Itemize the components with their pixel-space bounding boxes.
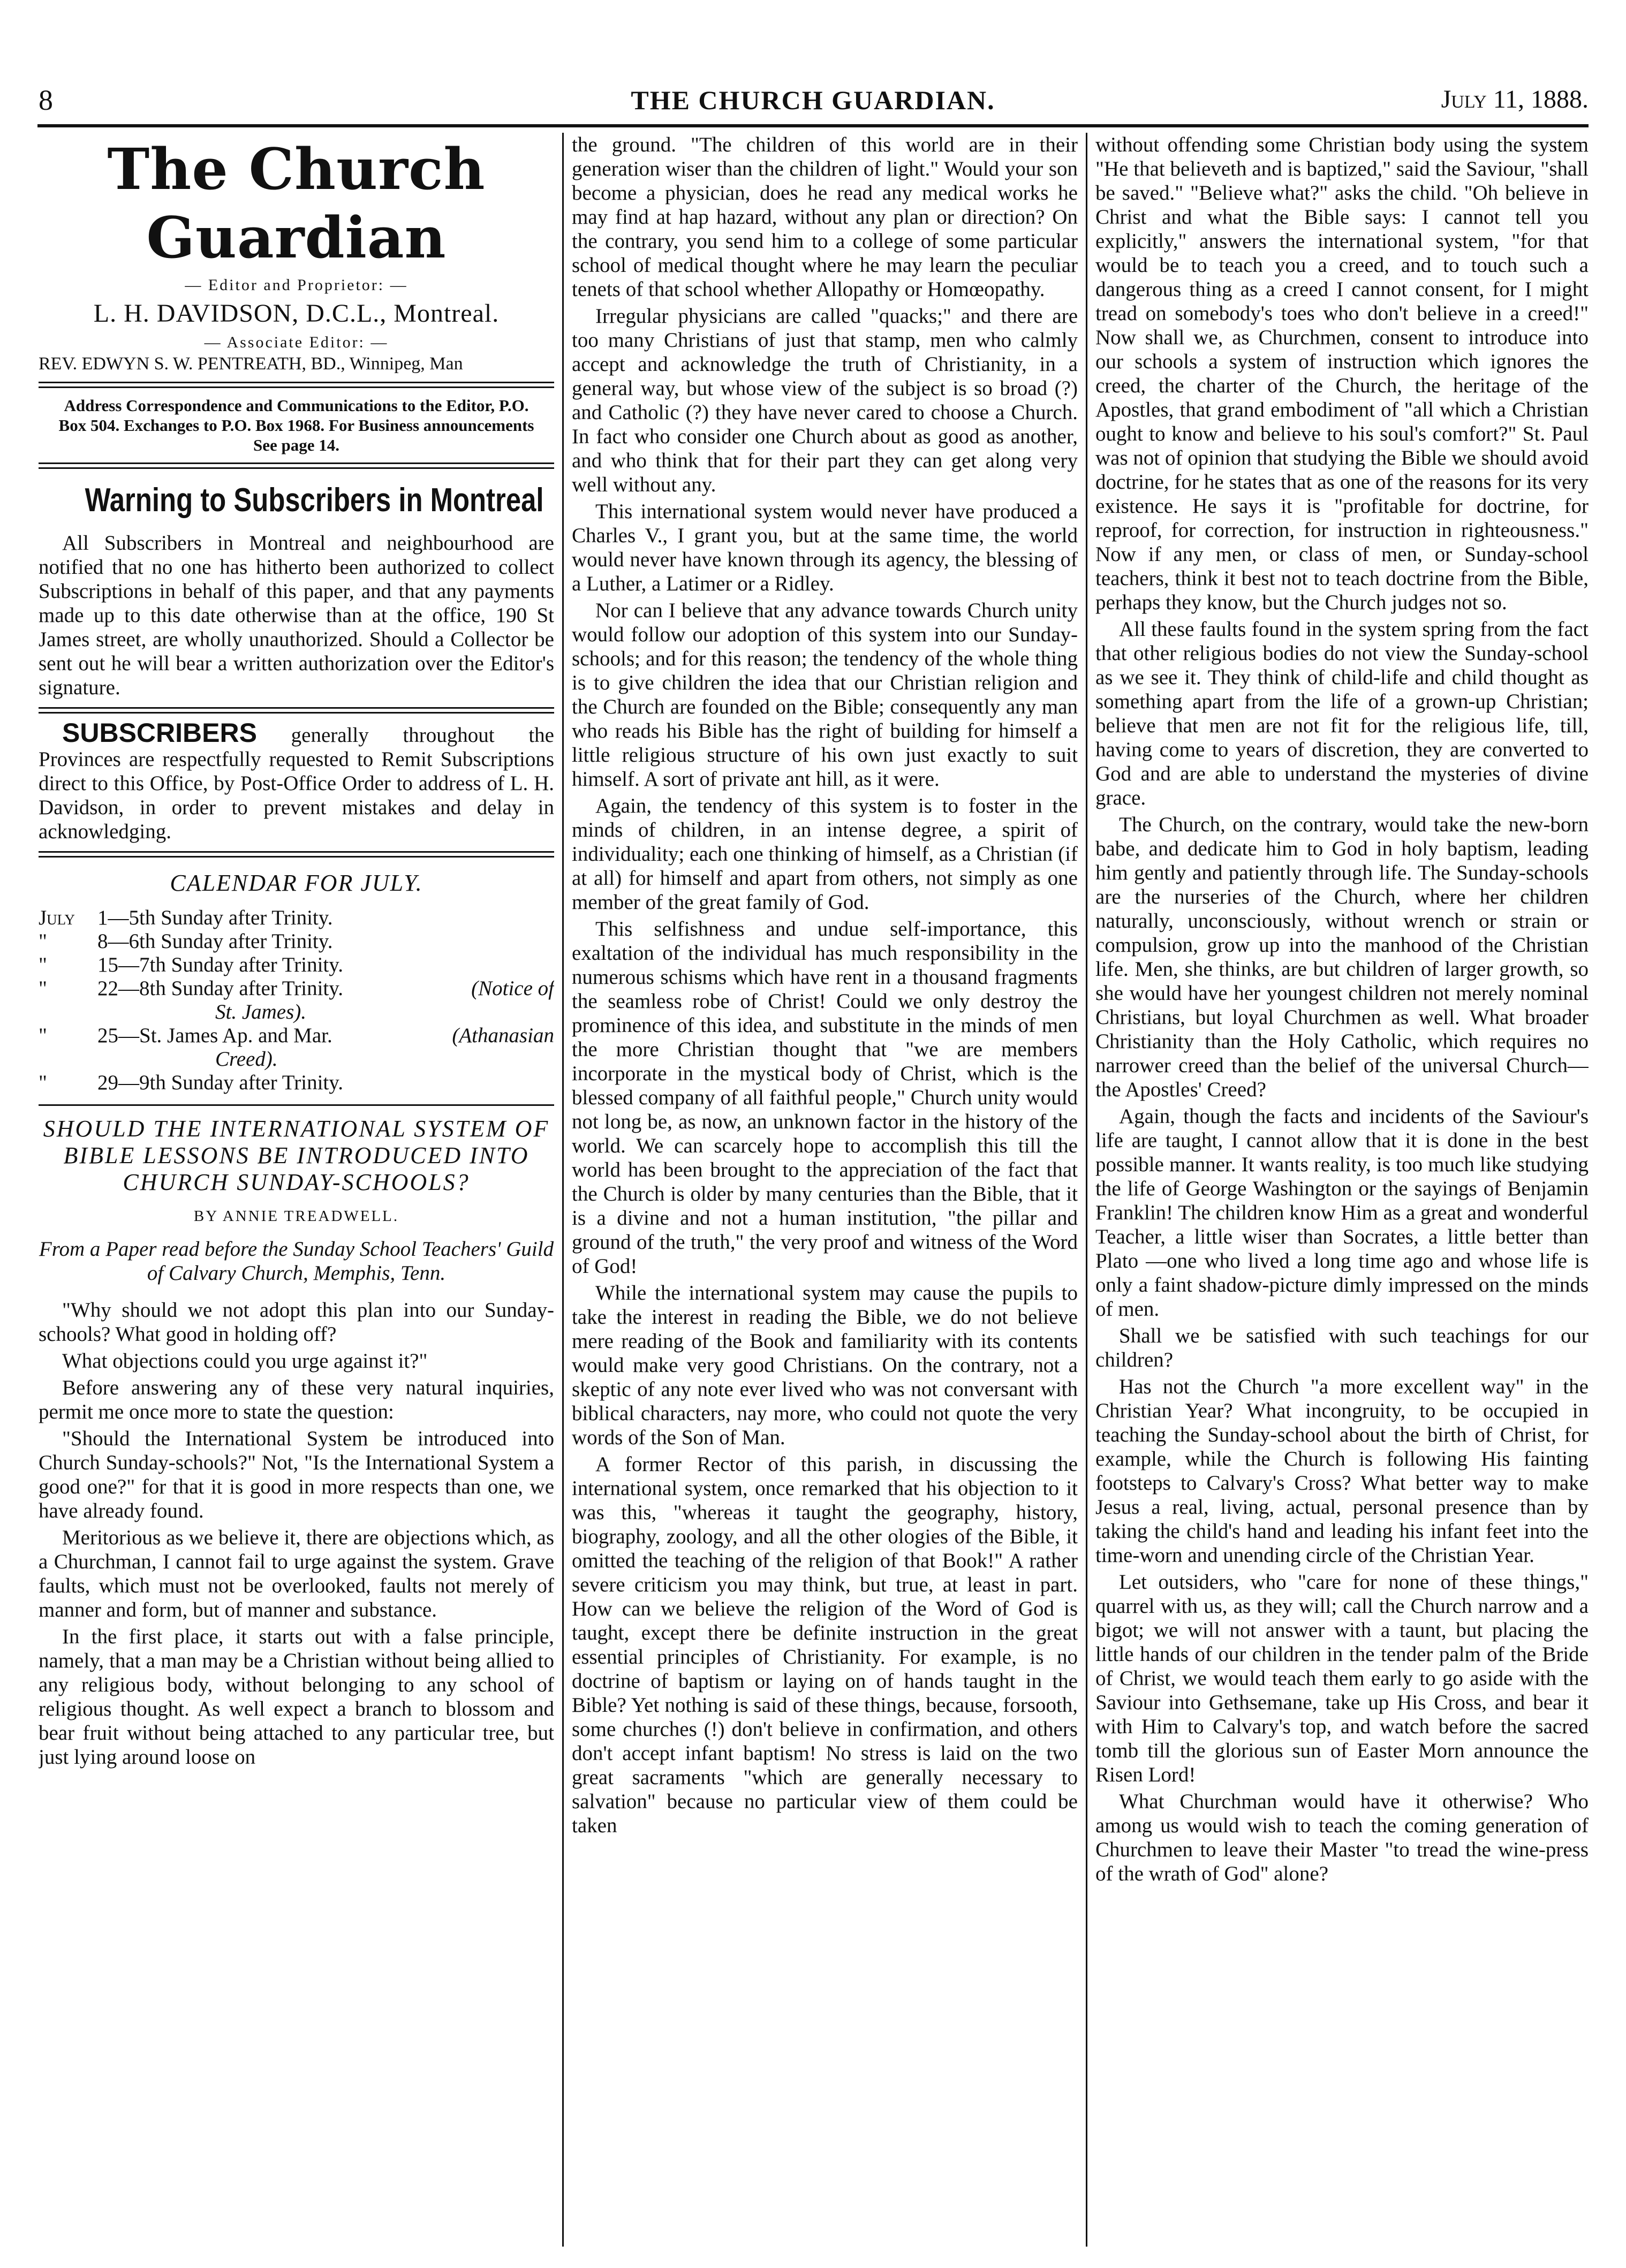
article-paragraph: without offending some Christian body using the system "He that believeth and is baptized," said the Saviour, "shall be saved." "Believe what?" asks the child. "Oh believe in Christ and what the Bible says: I cannot tell you explicitly," answers the international system, "for that would be to teach you a creed, and to touch such a dangerous thing as a creed I cannot consent, for I might tread on somebody's toes who don't believe in a creed!" Now shall we, as Churchmen, consent to introduce into our schools a system of instruction which ignores the creed, the charter of the Church, the heritage of the Apostles, that grand embodiment of "all which a Christian ought to know and believe to his soul's comfort?" St. Paul was not of opinion that studying the Bible we should avoid doctrine, for he states that as one of the reasons for its very existence. He says it is "profitable for doctrine, for reproof, for correction, for instruction in righteousness." Now if any men, or class of men, or Sunday-school teachers, think it best not to teach doctrine from the Bible, perhaps they know, but the Church judges not so. (1095, 133, 1589, 614)
article-paragraph: Before answering any of these very natural inquiries, permit me once more to state the question: (39, 1376, 554, 1423)
calendar-row (39, 906, 554, 930)
calendar-row (39, 1071, 554, 1095)
article-paragraph: the ground. "The children of this world are in their generation wiser than the children of light." Would your son become a physician, does he read any medical works he may find at hap hazard, without any plan or direction? On the contrary, you send him to a college of some particular school of medical thought where he may learn the peculiar tenets of that school whether Allopathy or Homœopathy. (572, 133, 1078, 301)
page-number: 8 (39, 84, 53, 116)
column-1 (39, 133, 554, 2247)
calendar-entry: 8—6th Sunday after Trinity. (97, 930, 333, 953)
issue-date: July 11, 1888. (1441, 85, 1589, 113)
editor-name: L. H. DAVIDSON, D.C.L., Montreal. (93, 299, 500, 328)
article-byline: BY ANNIE TREADWELL. (193, 1208, 399, 1225)
warning-heading: Warning to Subscribers in Montreal (85, 482, 544, 519)
calendar-entry: 1—5th Sunday after Trinity. (97, 906, 333, 929)
article-paragraph: All these faults found in the system spring from the fact that other religious bodies do not view the Sunday-school as we see it. They think of child-life and child thought as something apart from the life of a grown-up Christian; believe that men are not fit for the religious life, till, having come to years of discretion, they are converted to God and are able to understand the mysteries of divine grace. (1095, 618, 1589, 809)
article-paragraph: Shall we be satisfied with such teachings for our children? (1095, 1324, 1589, 1371)
calendar-entry: 22—8th Sunday after Trinity. (97, 977, 343, 1000)
calendar-entry: 15—7th Sunday after Trinity. (97, 953, 343, 976)
article-source-note: From a Paper read before the Sunday School Teachers' Guild of Calvary Church, Memphis, Tenn. (39, 1238, 554, 1285)
calendar-list (39, 906, 554, 1095)
column-3 (1095, 133, 1589, 2247)
subscribers-lead: SUBSCRIBERS (62, 718, 257, 748)
article-paragraph: "Why should we not adopt this plan into our Sunday-schools? What good in holding off? (39, 1299, 554, 1346)
divider (39, 1104, 554, 1106)
address-notice: Address Correspondence and Communications to the Editor, P.O. Box 504. Exchanges to P.O. Box 1968. For Business announcements See page 14. (58, 396, 534, 454)
divider (39, 851, 554, 858)
calendar-title: CALENDAR FOR JULY. (170, 870, 423, 896)
divider (39, 707, 554, 714)
calendar-note: (Athanasian (452, 1024, 554, 1047)
article-title: SHOULD THE INTERNATIONAL SYSTEM OF BIBLE LESSONS BE INTRODUCED INTO CHURCH SUNDAY-SCHOOLS? (43, 1116, 550, 1195)
calendar-note: (Notice of (471, 977, 554, 1000)
calendar-month: " (39, 1024, 47, 1047)
article-paragraph: A former Rector of this parish, in discussing the international system, once remarked that his objection to it was this, "whereas it taught the geography, history, biography, zoology, and all the other ologies of the Bible, it omitted the teaching of the religion of that Book!" A rather severe criticism you may think, but true, at least in part. How can we believe the religion of the Word of God is taught, except there be definite instruction in the great essential principles of Christianity. For example, is no doctrine of baptism or laying on of hands taught in the Bible? Yet nothing is said of these things, because, forsooth, some churches (!) don't believe in confirmation, and others don't accept infant baptism! No stress is laid on the two great sacraments "which are generally necessary to salvation" because no particular view of them could be taken (572, 1453, 1078, 1837)
article-paragraph: Irregular physicians are called "quacks;" and there are too many Christians of just that stamp, men who calmly accept and acknowledge the truth of Christianity, in a general way, but whose view of the subject is so broad (?) and Catholic (?) they have never cared to choose a Church. In fact who consider one Church about as good as another, and who think that for their part they can get along very well without any. (572, 305, 1078, 496)
article-paragraph: What Churchman would have it otherwise? Who among us would wish to teach the coming generation of Churchmen to leave their Master "to tread the wine-press of the wrath of God" alone? (1095, 1790, 1589, 1885)
article-paragraph: This international system would never have produced a Charles V., I grant you, but at the same time, the world would never have known through its agency, the blessing of a Luther, a Latimer or a Ridley. (572, 500, 1078, 595)
calendar-note-cont: Creed). (215, 1048, 278, 1071)
calendar-row (39, 1024, 554, 1048)
calendar-month: " (39, 953, 47, 976)
calendar-month: July (39, 906, 75, 929)
calendar-month: " (39, 1071, 47, 1094)
editor-label: — Editor and Proprietor: — (185, 276, 408, 294)
divider (39, 462, 554, 469)
article-paragraph: What objections could you urge against it?" (62, 1349, 428, 1372)
article-paragraph: Nor can I believe that any advance towards Church unity would follow our adoption of this system into our Sunday-schools; and for this reason; the tendency of the whole thing is to give children the idea that our Christian religion and the Church are founded on the Bible; consequently any man who reads his Bible has the right of building for himself a little religious structure of his own just exactly to suit himself. A sort of private ant hill, as it were. (572, 599, 1078, 791)
warning-text: All Subscribers in Montreal and neighbourhood are notified that no one has hitherto been authorized to collect Subscriptions in behalf of this paper, and that any payments made up to this date otherwise than at the office, 190 St James street, are wholly unauthorized. Should a Collector be sent out he will bear a written authorization over the Editor's signature. (39, 532, 554, 699)
article-paragraph: Has not the Church "a more excellent way" in the Christian Year? What incongruity, to be occupied in teaching the Sunday-school about the birth of Christ, for example, while the Church is following His fainting footsteps to Calvary's Cross? What better way to make Jesus a real, living, actual, personal presence than by taking the child's hand and leading his infant feet into the time-worn and unending circle of the Christian Year. (1095, 1375, 1589, 1567)
subscribers-notice (39, 718, 554, 844)
divider (39, 382, 554, 388)
column-rule-2 (1086, 133, 1087, 2247)
header-rule (37, 124, 1589, 127)
paper-title: THE CHURCH GUARDIAN. (631, 85, 995, 115)
article-paragraph: Meritorious as we believe it, there are objections which, as a Churchman, I cannot fail to urge against the system. Grave faults, which must not be overlooked, faults not merely of manner and form, but of manner and substance. (39, 1526, 554, 1621)
column-2 (572, 133, 1078, 2247)
calendar-row (39, 930, 554, 953)
article-paragraph: In the first place, it starts out with a false principle, namely, that a man may be a Christian without being allied to any religious body, without belonging to any school of religious thought. As well expect a branch to blossom and bear fruit without being attached to any particular tree, but just lying around loose on (39, 1625, 554, 1769)
associate-editor-label: — Associate Editor: — (204, 333, 389, 351)
running-header (0, 80, 1626, 123)
article-paragraph: Again, the tendency of this system is to foster in the minds of children, in an intense degree, a spirit of individuality; each one thinking of himself, as a Christian (if at all) for himself and apart from others, not simply as one member of the great family of God. (572, 794, 1078, 914)
calendar-month: " (39, 977, 47, 1000)
masthead-title: The Church Guardian (107, 135, 486, 271)
calendar-entry: 29—9th Sunday after Trinity. (97, 1071, 343, 1094)
calendar-note-cont: St. James). (215, 1000, 307, 1023)
article-paragraph: The Church, on the contrary, would take the new-born babe, and dedicate him to God in holy baptism, leading him gently and patiently through life. The Sunday-schools are the nurseries of the Church, where her children naturally, unconsciously, without wrench or strain or compulsion, grow up into the manhood of the Christian life. Men, she thinks, are but children of larger growth, so she would have her youngest children not merely nominal Christians, but loyal Churchmen as well. What broader Christianity than the Holy Catholic, which requires no narrower creed than the belief of the universal Church—the Apostles' Creed? (1095, 813, 1589, 1101)
associate-editor-name: REV. EDWYN S. W. PENTREATH, BD., Winnipeg, Man (39, 354, 463, 374)
article-paragraph: While the international system may cause the pupils to take the interest in reading the Bible, we do not believe mere reading of the Book and familiarity with its contents would make very good Christians. On the contrary, not a skeptic of any note ever lived who was not conversant with biblical characters, nay more, who could not quote the very words of the Son of Man. (572, 1281, 1078, 1449)
article-paragraph: "Should the International System be introduced into Church Sunday-schools?" Not, "Is the International System a good one?" for that it is good in more respects than one, we have already found. (39, 1427, 554, 1522)
calendar-row (39, 953, 554, 977)
subscribers-text: generally throughout the Provinces are respectfully requested to Remit Subscriptions direct to this Office, by Post-Office Order to address of L. H. Davidson, in order to prevent mistakes and delay in acknowledging. (39, 724, 554, 843)
calendar-entry: 25—St. James Ap. and Mar. (97, 1024, 332, 1047)
column-rule-1 (562, 133, 564, 2247)
article-paragraph: Again, though the facts and incidents of the Saviour's life are taught, I cannot allow that it is done in the best possible manner. It wants reality, is too much like studying the life of George Washington or the sayings of Benjamin Franklin! The children know Him as a great and wonderful Teacher, a little wiser than Socrates, a little better than Plato —one who lived a long time ago and whose life is only a faint shadow-picture dimly impressed on the minds of men. (1095, 1105, 1589, 1321)
article-paragraph: This selfishness and undue self-importance, this exaltation of the individual has much responsibility in the numerous schisms which have rent in a thousand fragments the seamless robe of Christ! Could we only destroy the prominence of this idea, and substitute in the minds of men the more Christian thought that "we are members incorporate in the mystical body of Christ, which is the blessed company of all faithful people," Church unity would not long be, as now, an unknown factor in the history of the world. We can scarcely hope to accomplish this till the world has been brought to the appreciation of the fact that the Church is older by many centuries than the Bible, that it is a divine and not a human institution, "the pillar and ground of the truth," the very proof and witness of the Word of God! (572, 917, 1078, 1278)
calendar-month: " (39, 930, 47, 953)
calendar-row (39, 977, 554, 1000)
article-paragraph: Let outsiders, who "care for none of these things," quarrel with us, as they will; call the Church narrow and a bigot; we will not answer with a taunt, but placing the little hands of our children in the tender palm of the Bride of Christ, we would teach them early to go aside with the Saviour into Gethsemane, take up His Cross, and bear it with Him to Calvary's top, and watch before the sacred tomb till the glorious sun of Easter Morn announce the Risen Lord! (1095, 1571, 1589, 1786)
